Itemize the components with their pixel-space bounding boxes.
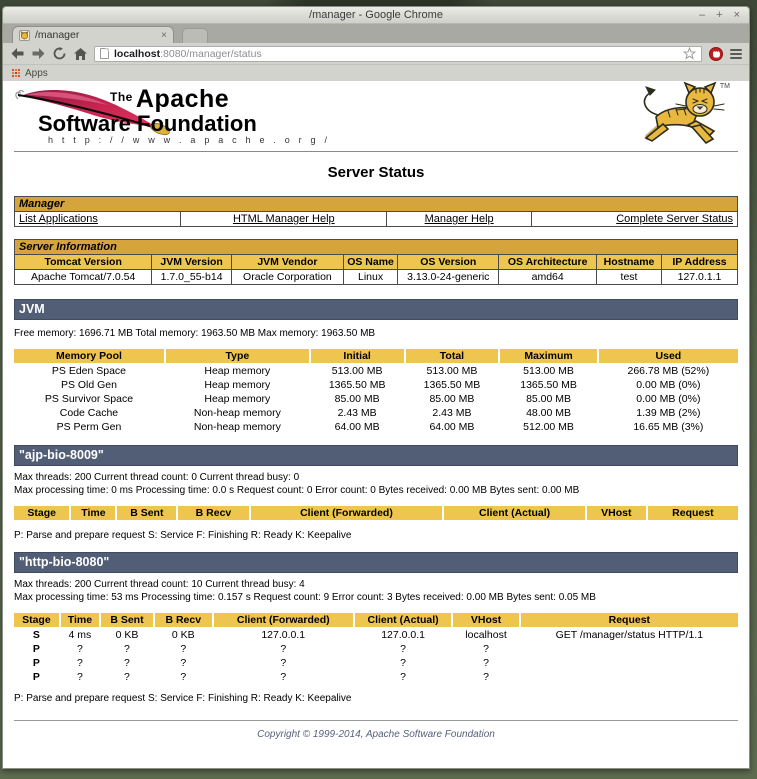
vhost-cell: localhost xyxy=(465,629,507,641)
memory-pool-cell: 2.43 MB xyxy=(337,407,377,419)
manager-table xyxy=(14,196,738,227)
column-header: VHost xyxy=(587,506,646,520)
column-header: Time xyxy=(71,506,115,520)
column-header: B Sent xyxy=(101,613,153,627)
jvm-section-header: JVM xyxy=(14,299,738,320)
window-title: /manager - Google Chrome xyxy=(309,9,443,21)
table-row xyxy=(14,643,738,655)
complete-server-status-link[interactable]: Complete Server Status xyxy=(616,213,733,225)
server-status-page xyxy=(3,81,749,768)
memory-pool-cell: 513.00 MB xyxy=(426,365,478,377)
column-header: Client (Forwarded) xyxy=(214,613,353,627)
bookmark-star-icon[interactable] xyxy=(683,47,696,60)
os-version-value: 3.13.0-24-generic xyxy=(398,270,499,285)
column-header: Request xyxy=(521,613,738,627)
memory-pool-cell: 513.00 MB xyxy=(331,365,383,377)
memory-pool-cell: 0.00 MB (0%) xyxy=(636,393,701,405)
ajp-stage-legend: P: Parse and prepare request S: Service F: Finishing R: Ready K: Keepalive xyxy=(14,530,352,541)
logo-apache-text: Apache xyxy=(135,85,230,113)
memory-pool-cell: 85.00 MB xyxy=(334,393,380,405)
client-actual-cell: ? xyxy=(400,671,407,683)
home-icon[interactable] xyxy=(73,47,87,61)
column-header: Client (Forwarded) xyxy=(251,506,443,520)
table-row xyxy=(14,657,738,669)
logo-apache-url: h t t p : / / w w w . a p a c h e . o r g / xyxy=(48,135,331,145)
request-cell xyxy=(521,657,738,669)
column-header: Time xyxy=(61,613,99,627)
tab-close-icon[interactable]: × xyxy=(161,29,167,41)
apps-label[interactable]: Apps xyxy=(25,67,48,79)
column-header: Stage xyxy=(14,613,59,627)
column-header: B Recv xyxy=(178,506,248,520)
time-cell: ? xyxy=(76,643,83,655)
memory-pool-cell: PS Eden Space xyxy=(51,365,127,377)
column-header: B Recv xyxy=(155,613,212,627)
apps-grid-icon[interactable] xyxy=(12,69,20,77)
memory-pool-cell: Non-heap memory xyxy=(193,407,281,419)
apache-software-foundation-logo[interactable] xyxy=(14,85,331,149)
footer-divider xyxy=(14,720,738,721)
trademark-text: TM xyxy=(719,83,730,90)
list-applications-link[interactable]: List Applications xyxy=(19,213,98,225)
table-row xyxy=(14,379,738,391)
vhost-cell: ? xyxy=(483,671,489,683)
copyright-text: Copyright © 1999-2014, Apache Software Foundation xyxy=(257,729,495,740)
minimize-button[interactable]: – xyxy=(699,9,706,21)
client-forwarded-cell: ? xyxy=(280,671,287,683)
ajp-threads-line: Max threads: 200 Current thread count: 0 Current thread busy: 0 xyxy=(14,472,300,483)
column-header: Type xyxy=(166,349,309,363)
http-requests-table xyxy=(12,611,740,685)
column-header: OS Version xyxy=(398,255,499,270)
client-actual-cell: 127.0.0.1 xyxy=(381,629,425,641)
new-tab-button[interactable] xyxy=(182,28,208,43)
http-connector-header: "http-bio-8080" xyxy=(14,552,738,573)
column-header: Total xyxy=(406,349,499,363)
memory-pool-cell: 513.00 MB xyxy=(523,365,574,377)
vhost-cell: ? xyxy=(483,643,489,655)
window-titlebar[interactable] xyxy=(3,7,749,24)
browser-toolbar xyxy=(3,43,749,65)
url-host: localhost xyxy=(114,47,161,60)
ip-address-value: 127.0.1.1 xyxy=(662,270,738,285)
memory-pool-cell: 1365.50 MB xyxy=(520,379,577,391)
tab-manager[interactable] xyxy=(12,26,174,43)
hostname-value: test xyxy=(596,270,661,285)
memory-pool-cell: 64.00 MB xyxy=(334,421,380,433)
forward-icon[interactable] xyxy=(31,47,45,61)
client-actual-cell: ? xyxy=(400,643,407,655)
table-row xyxy=(14,671,738,683)
column-header: IP Address xyxy=(662,255,738,270)
server-information-table xyxy=(14,239,738,285)
tomcat-favicon-icon xyxy=(19,30,30,41)
column-header: OS Name xyxy=(343,255,397,270)
memory-pool-cell: 1365.50 MB xyxy=(423,379,481,391)
client-forwarded-cell: ? xyxy=(280,643,287,655)
vhost-cell: ? xyxy=(483,657,489,669)
reload-icon[interactable] xyxy=(52,47,66,61)
memory-pool-cell: 266.78 MB (52%) xyxy=(627,365,710,377)
stage-cell: P xyxy=(32,671,40,683)
column-header: Maximum xyxy=(500,349,596,363)
memory-pool-cell: 85.00 MB xyxy=(526,393,572,405)
column-header: JVM Version xyxy=(152,255,232,270)
column-header: Tomcat Version xyxy=(15,255,152,270)
table-row xyxy=(14,421,738,433)
logo-row xyxy=(14,85,738,149)
bytes-recv-cell: 0 KB xyxy=(171,629,195,641)
time-cell: ? xyxy=(76,657,83,669)
column-header: Request xyxy=(648,506,738,520)
column-header: Stage xyxy=(14,506,69,520)
memory-pool-cell: 48.00 MB xyxy=(526,407,572,419)
memory-pool-cell: Code Cache xyxy=(59,407,119,419)
back-icon[interactable] xyxy=(10,47,24,61)
column-header: OS Architecture xyxy=(499,255,597,270)
maximize-button[interactable]: + xyxy=(716,9,723,21)
memory-pool-cell: 2.43 MB xyxy=(432,407,472,419)
ajp-connector-header: "ajp-bio-8009" xyxy=(14,445,738,466)
memory-pool-cell: PS Survivor Space xyxy=(44,393,134,405)
logo-software-foundation-text: Software Foundation xyxy=(38,111,257,136)
memory-pool-cell: Heap memory xyxy=(204,393,271,405)
column-header: Initial xyxy=(311,349,404,363)
ajp-processing-line: Max processing time: 0 ms Processing time: 0.0 s Request count: 0 Error count: 0 Bytes received: 0.00 MB Bytes sent: 0.00 MB xyxy=(14,485,580,496)
client-forwarded-cell: 127.0.0.1 xyxy=(261,629,306,641)
tab-strip xyxy=(3,24,749,43)
table-row xyxy=(14,407,738,419)
column-header: B Sent xyxy=(117,506,176,520)
time-cell: ? xyxy=(76,671,83,683)
logo-divider xyxy=(14,151,738,152)
memory-pool-cell: Heap memory xyxy=(204,379,271,391)
memory-pool-cell: 512.00 MB xyxy=(523,421,574,433)
memory-pool-cell: 64.00 MB xyxy=(429,421,475,433)
table-row xyxy=(15,270,738,285)
memory-pool-cell: 0.00 MB (0%) xyxy=(636,379,701,391)
memory-pool-cell: 1.39 MB (2%) xyxy=(636,407,701,419)
logo-the-text: The xyxy=(110,90,133,104)
http-stage-legend: P: Parse and prepare request S: Service F: Finishing R: Ready K: Keepalive xyxy=(14,693,352,704)
request-cell: GET /manager/status HTTP/1.1 xyxy=(555,629,704,641)
memory-pool-cell: Heap memory xyxy=(204,365,271,377)
tab-title: /manager xyxy=(35,29,80,41)
bytes-recv-cell: ? xyxy=(180,657,187,669)
page-title: Server Status xyxy=(327,164,425,181)
memory-pool-cell: Non-heap memory xyxy=(193,421,281,433)
html-manager-help-link[interactable]: HTML Manager Help xyxy=(232,213,335,225)
ajp-requests-table xyxy=(12,504,740,522)
time-cell: 4 ms xyxy=(68,629,92,641)
memory-pool-cell: PS Perm Gen xyxy=(56,421,122,433)
http-processing-line: Max processing time: 53 ms Processing time: 0.157 s Request count: 9 Error count: 3 Bytes received: 0.00 MB Bytes sent: 0.05 MB xyxy=(14,592,596,603)
stage-cell: P xyxy=(32,657,40,669)
stage-cell: P xyxy=(32,643,40,655)
table-row xyxy=(14,365,738,377)
table-row xyxy=(14,393,738,405)
tomcat-logo[interactable] xyxy=(634,81,730,151)
request-cell xyxy=(521,643,738,655)
bytes-sent-cell: ? xyxy=(124,671,130,683)
os-name-value: Linux xyxy=(343,270,397,285)
manager-help-link[interactable]: Manager Help xyxy=(424,213,494,225)
client-actual-cell: ? xyxy=(400,657,407,669)
column-header: Memory Pool xyxy=(14,349,164,363)
bytes-recv-cell: ? xyxy=(180,671,187,683)
column-header: Client (Actual) xyxy=(444,506,585,520)
memory-pool-cell: 1365.50 MB xyxy=(328,379,386,391)
column-header: Used xyxy=(599,349,738,363)
client-forwarded-cell: ? xyxy=(280,657,287,669)
close-button[interactable]: × xyxy=(733,9,740,21)
server-information-header: Server Information xyxy=(15,240,738,255)
stage-cell: S xyxy=(32,629,40,641)
adblock-extension-icon[interactable] xyxy=(709,47,723,61)
memory-pool-cell: PS Old Gen xyxy=(60,379,117,391)
url-path: :8080/manager/status xyxy=(160,47,262,60)
tomcat-cat-icon xyxy=(634,81,730,151)
column-header: Hostname xyxy=(596,255,661,270)
table-row xyxy=(14,629,738,641)
http-threads-line: Max threads: 200 Current thread count: 10 Current thread busy: 4 xyxy=(14,579,305,590)
os-architecture-value: amd64 xyxy=(499,270,597,285)
jvm-vendor-value: Oracle Corporation xyxy=(231,270,343,285)
bytes-sent-cell: ? xyxy=(124,657,130,669)
page-icon xyxy=(100,48,109,59)
bookmarks-bar xyxy=(3,65,749,81)
address-bar[interactable] xyxy=(94,46,702,62)
memory-pool-cell: 16.65 MB (3%) xyxy=(633,421,704,433)
jvm-memory-summary: Free memory: 1696.71 MB Total memory: 1963.50 MB Max memory: 1963.50 MB xyxy=(14,328,376,339)
bytes-sent-cell: ? xyxy=(124,643,130,655)
memory-pool-table xyxy=(12,347,740,435)
column-header: JVM Vendor xyxy=(231,255,343,270)
menu-icon[interactable] xyxy=(730,49,742,59)
jvm-version-value: 1.7.0_55-b14 xyxy=(152,270,232,285)
memory-pool-cell: 85.00 MB xyxy=(429,393,475,405)
browser-window xyxy=(2,6,750,769)
column-header: VHost xyxy=(453,613,518,627)
request-cell xyxy=(521,671,738,683)
column-header: Client (Actual) xyxy=(355,613,452,627)
bytes-recv-cell: ? xyxy=(180,643,187,655)
tomcat-version-value: Apache Tomcat/7.0.54 xyxy=(15,270,152,285)
bytes-sent-cell: 0 KB xyxy=(115,629,139,641)
manager-section-header: Manager xyxy=(15,197,738,212)
